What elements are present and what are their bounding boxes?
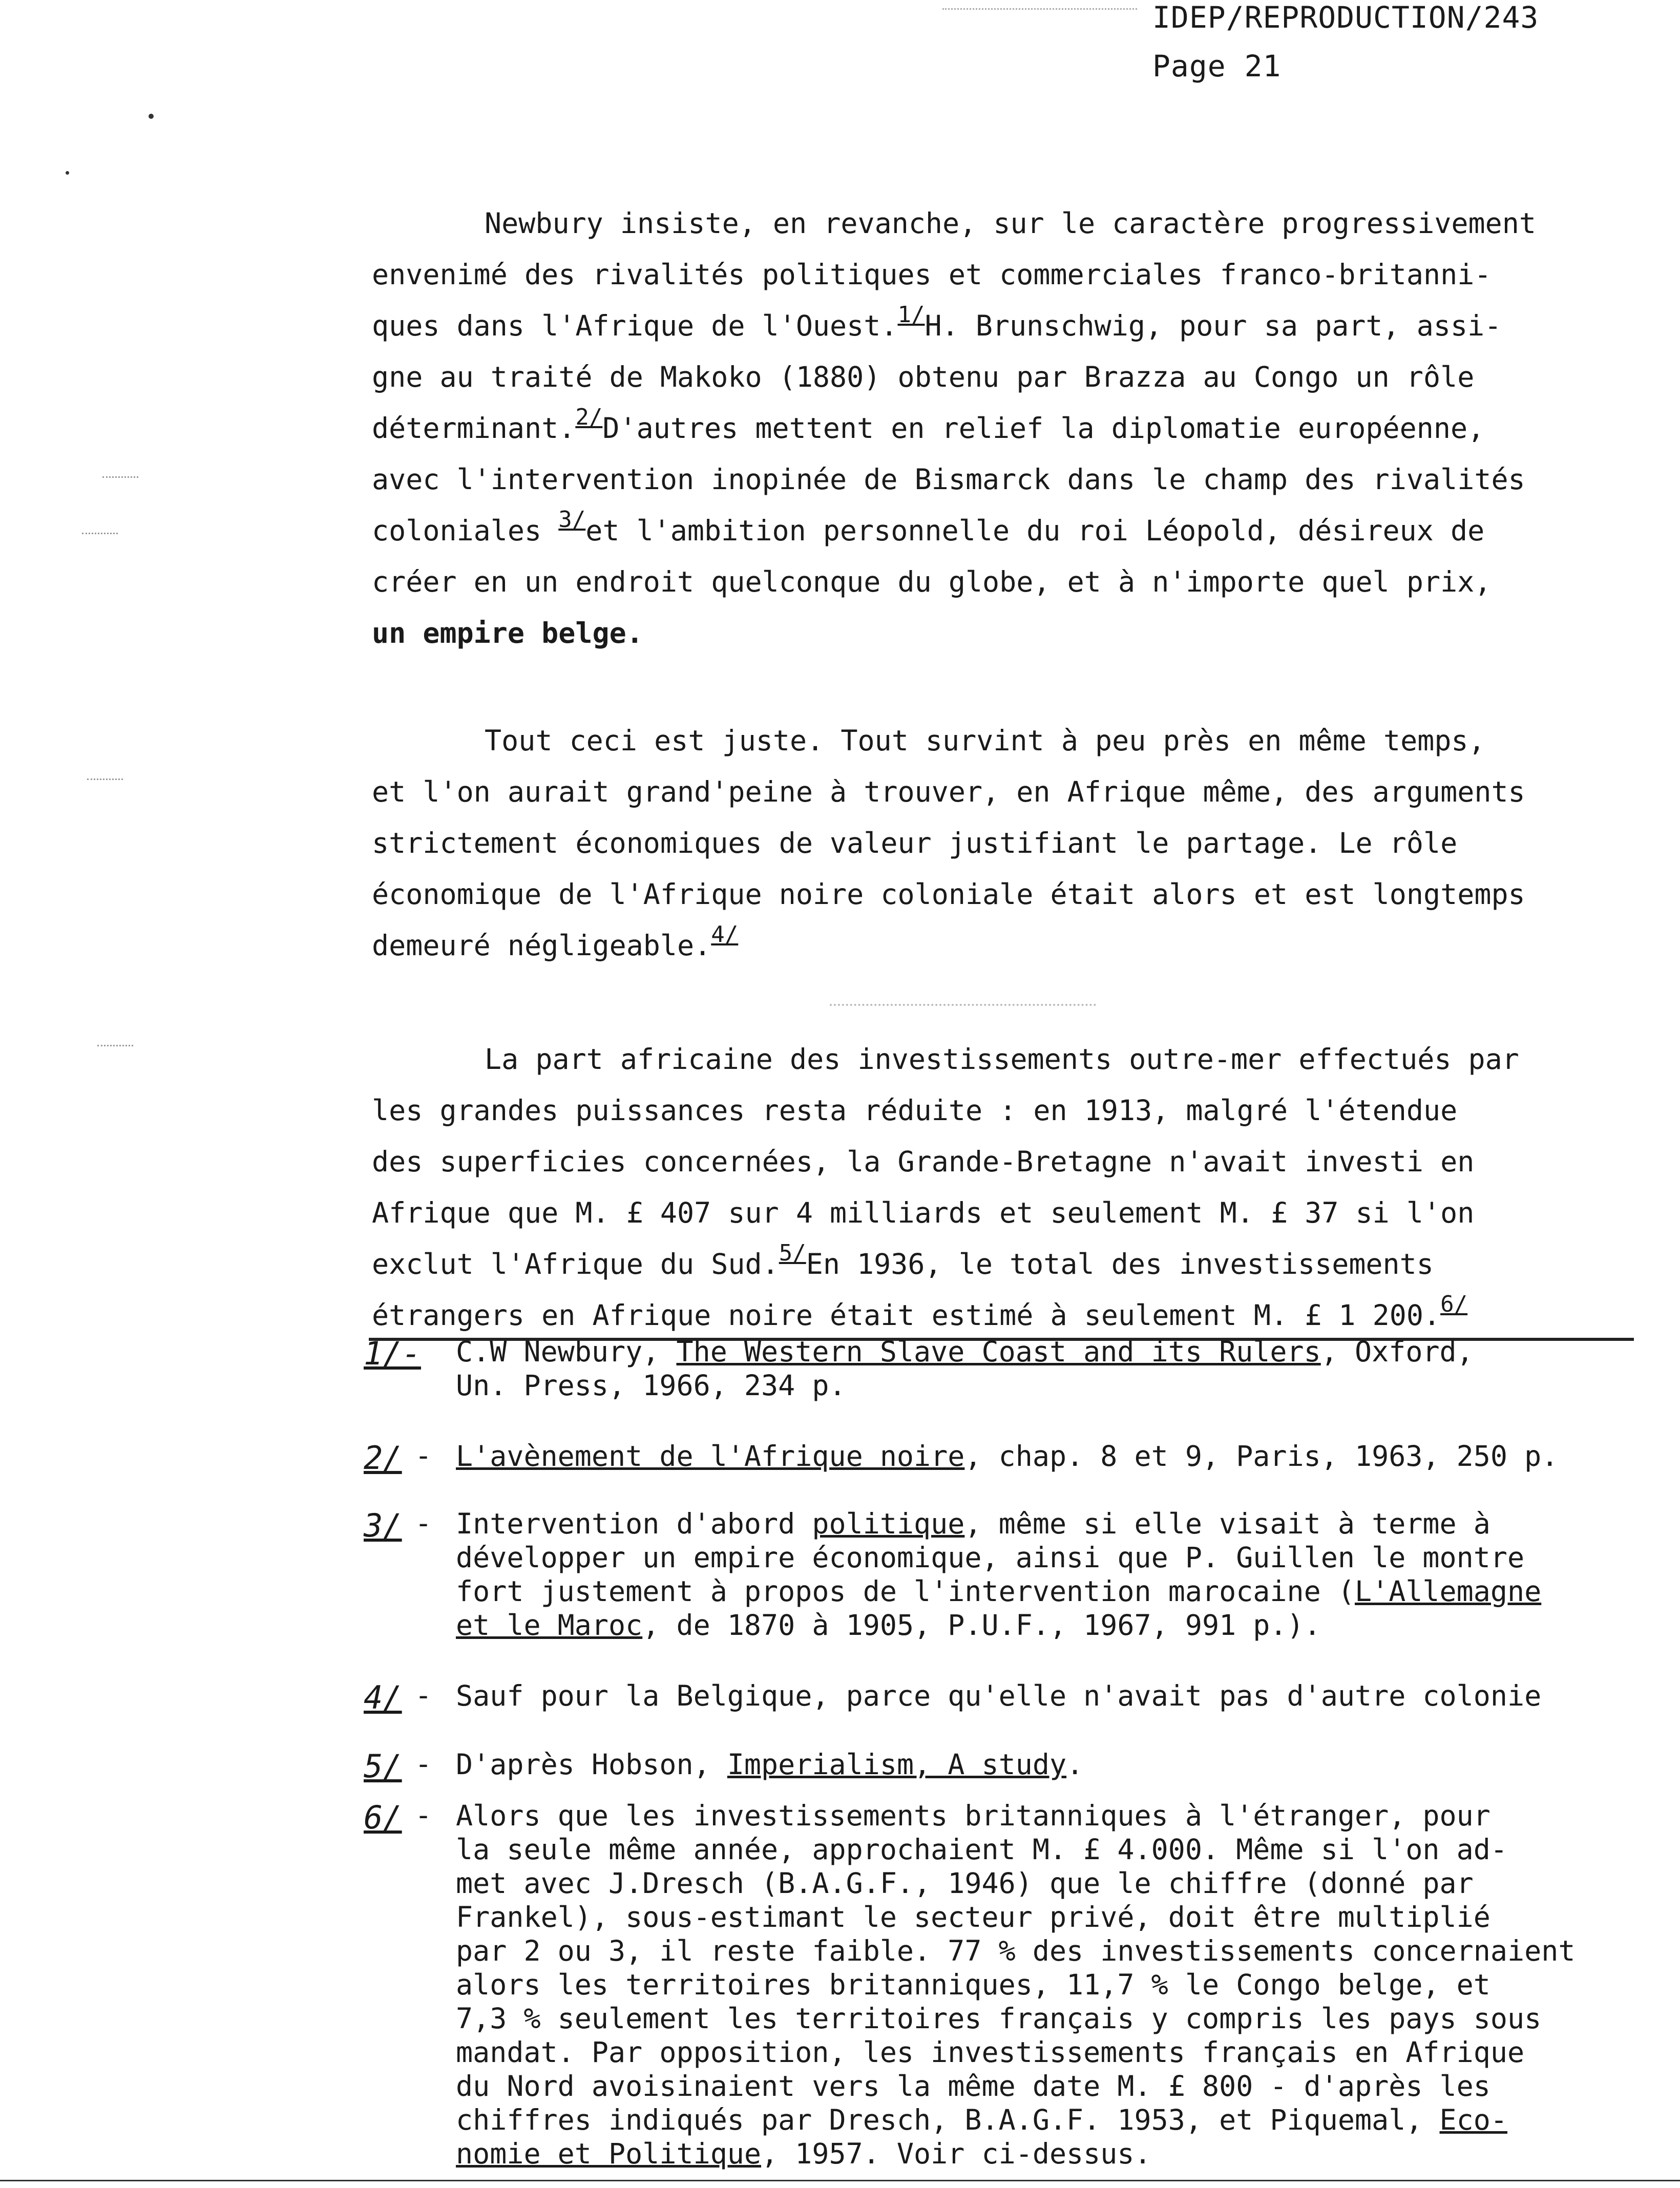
footnote-number: 6/ (364, 1799, 402, 1836)
footnote-number: 4/ (364, 1679, 402, 1716)
footnote-ref-6: 6/ (1440, 1291, 1468, 1317)
text-line: ques dans l'Afrique de l'Ouest.$^{1/}$H. Brunschwig, pour sa part, assi- (372, 302, 1502, 342)
margin-mark (97, 1045, 133, 1046)
text-line: Intervention d'abord politique, même si elle visait à terme à (456, 1507, 1490, 1540)
text-line: fort justement à propos de l'intervention marocaine (L'Allemagne (456, 1575, 1542, 1608)
text-line: Alors que les investissements britanniques à l'étranger, pour (456, 1799, 1490, 1832)
text-line: 7,3 % seulement les territoires français y compris les pays sous (456, 2002, 1542, 2035)
page-bottom-edge (0, 2180, 1680, 2181)
cited-title: L'Allemagne (1354, 1575, 1542, 1608)
scan-speck (66, 171, 69, 175)
text-line: par 2 ou 3, il reste faible. 77 % des investissements concernaient (456, 1934, 1576, 1967)
margin-mark (102, 476, 138, 478)
footnote-dash: - (415, 1679, 432, 1712)
text-line: Newbury insiste, en revanche, sur le caractère progressivement (485, 207, 1536, 240)
paragraph-3 (372, 1034, 1601, 1341)
footnote-ref-2: 2/ (575, 404, 603, 430)
footnote-number: 3/ (364, 1507, 402, 1544)
footnote-dash: - (415, 1748, 432, 1780)
text-line: gne au traité de Makoko (1880) obtenu par Brazza au Congo un rôle (372, 361, 1475, 393)
text-line: alors les territoires britanniques, 11,7 % le Congo belge, et (456, 1968, 1490, 2001)
text-line: créer en un endroit quelconque du globe, et à n'importe quel prix, (372, 565, 1492, 598)
cited-title: nomie et Politique (456, 2137, 762, 2170)
header-scan-mark (942, 8, 1137, 10)
text-line: Frankel), sous-estimant le secteur privé, doit être multiplié (456, 1901, 1490, 1933)
text-line: D'après Hobson, Imperialism, A study. (456, 1748, 1084, 1781)
document-reference: IDEP/REPRODUCTION/243 (1152, 0, 1539, 35)
text-line: Tout ceci est juste. Tout survint à peu près en même temps, (485, 724, 1485, 757)
footnote-number: 5/ (364, 1748, 402, 1785)
text-line: déterminant.$^{2/}$D'autres mettent en relief la diplomatie européenne, (372, 404, 1485, 445)
text-line: avec l'intervention inopinée de Bismarck dans le champ des rivalités (372, 463, 1525, 496)
footnote-dash: - (415, 1799, 432, 1832)
text-line: coloniales $^{3/}$et l'ambition personnelle du roi Léopold, désireux de (372, 507, 1485, 547)
text-line: et le Maroc, de 1870 à 1905, P.U.F., 1967, 991 p.). (456, 1609, 1321, 1642)
text-line: strictement économiques de valeur justifiant le partage. Le rôle (372, 827, 1458, 859)
margin-mark (82, 533, 118, 534)
cited-title: Imperialism, A study (727, 1748, 1067, 1781)
text-line: envenimé des rivalités politiques et commerciales franco-britanni- (372, 258, 1492, 291)
footnote-number: 1/- (364, 1335, 421, 1372)
text-line: des superficies concernées, la Grande-Bretagne n'avait investi en (372, 1145, 1475, 1178)
cited-title: The Western Slave Coast and its Rulers (676, 1335, 1321, 1368)
text-line: C.W Newbury, The Western Slave Coast and its Rulers, Oxford, (456, 1335, 1474, 1368)
text-line: mandat. Par opposition, les investissements français en Afrique (456, 2036, 1525, 2069)
footnote-ref-1: 1/ (897, 302, 925, 328)
page-number: Page 21 (1152, 49, 1282, 83)
text-line: les grandes puissances resta réduite : en 1913, malgré l'étendue (372, 1094, 1458, 1127)
footnote-number: 2/ (364, 1439, 402, 1477)
footnote-ref-5: 5/ (779, 1240, 806, 1266)
text-line: chiffres indiqués par Dresch, B.A.G.F. 1953, et Piquemal, Eco- (456, 2103, 1507, 2136)
text-line: exclut l'Afrique du Sud.$^{5/}$En 1936, le total des investissements (372, 1240, 1434, 1280)
paragraph-2 (372, 715, 1601, 971)
footnote-ref-3: 3/ (558, 507, 586, 533)
cited-title: L'avènement de l'Afrique noire (456, 1440, 965, 1472)
text-line: développer un empire économique, ainsi que P. Guillen le montre (456, 1541, 1525, 1574)
paragraph-1 (372, 198, 1601, 659)
footnote-dash: - (415, 1507, 432, 1540)
text-line: du Nord avoisinaient vers la même date M. £ 800 - d'après les (456, 2070, 1490, 2102)
text-line: Un. Press, 1966, 234 p. (456, 1369, 846, 1402)
text-line: étrangers en Afrique noire était estimé à seulement M. £ 1 200.$^{6/}$ (372, 1291, 1468, 1332)
footnote-ref-4: 4/ (711, 921, 739, 948)
margin-mark (87, 779, 123, 780)
text-line: nomie et Politique, 1957. Voir ci-dessus. (456, 2137, 1151, 2170)
text-line: met avec J.Dresch (B.A.G.F., 1946) que le chiffre (donné par (456, 1867, 1474, 1900)
section-divider (830, 1004, 1096, 1006)
text-line: La part africaine des investissements outre-mer effectués par (485, 1043, 1519, 1076)
text-line: Afrique que M. £ 407 sur 4 milliards et seulement M. £ 37 si l'on (372, 1196, 1475, 1229)
text-line: économique de l'Afrique noire coloniale était alors et est longtemps (372, 878, 1525, 911)
text-line: L'avènement de l'Afrique noire, chap. 8 et 9, Paris, 1963, 250 p. (456, 1440, 1559, 1472)
text-line: la seule même année, approchaient M. £ 4.000. Même si l'on ad- (456, 1833, 1507, 1866)
text-line: et l'on aurait grand'peine à trouver, en Afrique même, des arguments (372, 775, 1525, 808)
text-line: un empire belge. (372, 617, 643, 649)
footnote-dash: - (415, 1439, 432, 1472)
text-line: Sauf pour la Belgique, parce qu'elle n'avait pas d'autre colonie (456, 1679, 1542, 1712)
text-line: demeuré négligeable.$^{4/}$ (372, 921, 739, 962)
scan-speck (149, 114, 154, 119)
